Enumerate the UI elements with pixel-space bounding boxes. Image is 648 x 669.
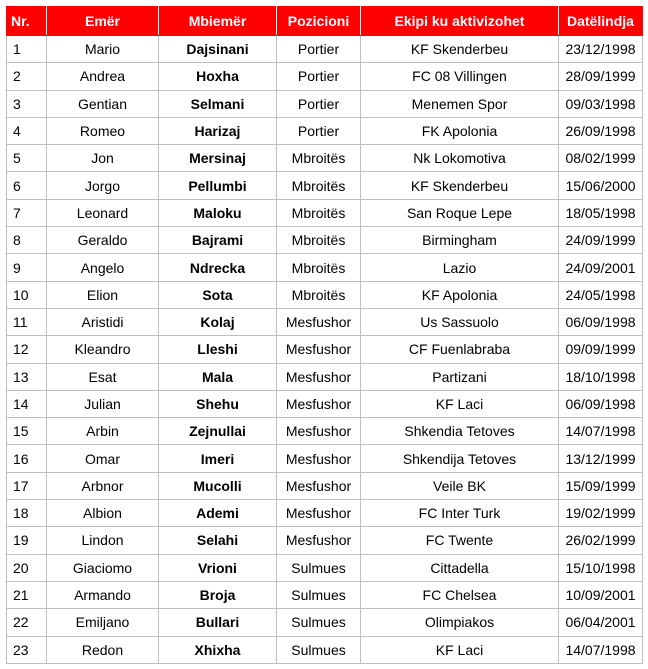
roster-table-wrapper [6, 6, 643, 664]
header-first-name: Emër [47, 7, 159, 36]
cell-nr: 5 [7, 145, 47, 172]
cell-first-name: Andrea [47, 63, 159, 90]
cell-nr: 18 [7, 500, 47, 527]
cell-position: Portier [277, 117, 361, 144]
cell-team: FK Apolonia [361, 117, 559, 144]
table-row [7, 609, 643, 636]
cell-first-name: Mario [47, 36, 159, 63]
cell-first-name: Lindon [47, 527, 159, 554]
cell-team: FC Twente [361, 527, 559, 554]
cell-last-name: Lleshi [159, 336, 277, 363]
cell-birthdate: 15/06/2000 [559, 172, 643, 199]
table-row [7, 145, 643, 172]
cell-nr: 4 [7, 117, 47, 144]
cell-birthdate: 08/02/1999 [559, 145, 643, 172]
cell-first-name: Arbnor [47, 472, 159, 499]
cell-birthdate: 13/12/1999 [559, 445, 643, 472]
cell-position: Mesfushor [277, 500, 361, 527]
cell-birthdate: 14/07/1998 [559, 636, 643, 663]
cell-last-name: Bajrami [159, 227, 277, 254]
table-row [7, 281, 643, 308]
cell-team: Shkendija Tetoves [361, 445, 559, 472]
cell-position: Mesfushor [277, 472, 361, 499]
cell-birthdate: 10/09/2001 [559, 581, 643, 608]
cell-team: Veile BK [361, 472, 559, 499]
cell-last-name: Selahi [159, 527, 277, 554]
cell-birthdate: 18/10/1998 [559, 363, 643, 390]
cell-birthdate: 09/03/1998 [559, 90, 643, 117]
table-row [7, 554, 643, 581]
cell-position: Mesfushor [277, 418, 361, 445]
cell-last-name: Broja [159, 581, 277, 608]
cell-position: Portier [277, 90, 361, 117]
cell-nr: 10 [7, 281, 47, 308]
cell-first-name: Armando [47, 581, 159, 608]
cell-last-name: Selmani [159, 90, 277, 117]
cell-position: Sulmues [277, 581, 361, 608]
cell-last-name: Mucolli [159, 472, 277, 499]
table-row [7, 418, 643, 445]
cell-last-name: Harizaj [159, 117, 277, 144]
cell-last-name: Sota [159, 281, 277, 308]
cell-first-name: Albion [47, 500, 159, 527]
cell-birthdate: 15/10/1998 [559, 554, 643, 581]
cell-position: Mbroitës [277, 254, 361, 281]
cell-last-name: Xhixha [159, 636, 277, 663]
cell-nr: 21 [7, 581, 47, 608]
table-row [7, 527, 643, 554]
cell-last-name: Dajsinani [159, 36, 277, 63]
table-row [7, 254, 643, 281]
header-birthdate: Datëlindja [559, 7, 643, 36]
header-last-name: Mbiemër [159, 7, 277, 36]
cell-birthdate: 06/04/2001 [559, 609, 643, 636]
cell-last-name: Pellumbi [159, 172, 277, 199]
cell-nr: 20 [7, 554, 47, 581]
cell-first-name: Elion [47, 281, 159, 308]
cell-team: Lazio [361, 254, 559, 281]
cell-first-name: Gentian [47, 90, 159, 117]
cell-first-name: Kleandro [47, 336, 159, 363]
cell-team: KF Laci [361, 636, 559, 663]
cell-nr: 15 [7, 418, 47, 445]
cell-team: KF Skenderbeu [361, 36, 559, 63]
table-body [7, 36, 643, 664]
cell-team: Birmingham [361, 227, 559, 254]
cell-nr: 22 [7, 609, 47, 636]
cell-nr: 7 [7, 199, 47, 226]
cell-first-name: Redon [47, 636, 159, 663]
cell-team: KF Skenderbeu [361, 172, 559, 199]
cell-last-name: Maloku [159, 199, 277, 226]
cell-last-name: Ademi [159, 500, 277, 527]
cell-position: Sulmues [277, 636, 361, 663]
table-row [7, 636, 643, 663]
cell-team: CF Fuenlabraba [361, 336, 559, 363]
cell-position: Sulmues [277, 609, 361, 636]
cell-position: Mbroitës [277, 281, 361, 308]
cell-last-name: Imeri [159, 445, 277, 472]
cell-nr: 3 [7, 90, 47, 117]
table-row [7, 445, 643, 472]
cell-position: Mesfushor [277, 363, 361, 390]
cell-first-name: Omar [47, 445, 159, 472]
cell-first-name: Jorgo [47, 172, 159, 199]
cell-nr: 8 [7, 227, 47, 254]
cell-nr: 19 [7, 527, 47, 554]
cell-nr: 9 [7, 254, 47, 281]
cell-position: Mesfushor [277, 308, 361, 335]
cell-birthdate: 24/09/1999 [559, 227, 643, 254]
cell-nr: 6 [7, 172, 47, 199]
cell-last-name: Kolaj [159, 308, 277, 335]
cell-first-name: Emiljano [47, 609, 159, 636]
table-row [7, 336, 643, 363]
cell-last-name: Vrioni [159, 554, 277, 581]
cell-team: FC Chelsea [361, 581, 559, 608]
cell-nr: 14 [7, 390, 47, 417]
cell-team: Shkendia Tetoves [361, 418, 559, 445]
cell-team: FC 08 Villingen [361, 63, 559, 90]
cell-team: KF Apolonia [361, 281, 559, 308]
cell-first-name: Angelo [47, 254, 159, 281]
cell-first-name: Aristidi [47, 308, 159, 335]
cell-position: Portier [277, 63, 361, 90]
cell-first-name: Esat [47, 363, 159, 390]
cell-first-name: Jon [47, 145, 159, 172]
table-row [7, 472, 643, 499]
table-row [7, 172, 643, 199]
cell-position: Portier [277, 36, 361, 63]
cell-team: FC Inter Turk [361, 500, 559, 527]
cell-team: Nk Lokomotiva [361, 145, 559, 172]
cell-nr: 16 [7, 445, 47, 472]
cell-birthdate: 06/09/1998 [559, 308, 643, 335]
cell-position: Mbroitës [277, 199, 361, 226]
cell-nr: 12 [7, 336, 47, 363]
table-row [7, 227, 643, 254]
cell-team: Cittadella [361, 554, 559, 581]
cell-team: KF Laci [361, 390, 559, 417]
cell-last-name: Zejnullai [159, 418, 277, 445]
cell-first-name: Julian [47, 390, 159, 417]
cell-last-name: Hoxha [159, 63, 277, 90]
roster-table [6, 6, 643, 664]
cell-nr: 17 [7, 472, 47, 499]
cell-first-name: Giaciomo [47, 554, 159, 581]
cell-birthdate: 19/02/1999 [559, 500, 643, 527]
cell-nr: 2 [7, 63, 47, 90]
cell-birthdate: 24/09/2001 [559, 254, 643, 281]
cell-birthdate: 28/09/1999 [559, 63, 643, 90]
cell-nr: 11 [7, 308, 47, 335]
cell-team: Olimpiakos [361, 609, 559, 636]
cell-first-name: Leonard [47, 199, 159, 226]
cell-last-name: Bullari [159, 609, 277, 636]
cell-team: San Roque Lepe [361, 199, 559, 226]
header-team: Ekipi ku aktivizohet [361, 7, 559, 36]
cell-birthdate: 09/09/1999 [559, 336, 643, 363]
cell-position: Mesfushor [277, 336, 361, 363]
table-row [7, 117, 643, 144]
cell-nr: 1 [7, 36, 47, 63]
header-position: Pozicioni [277, 7, 361, 36]
table-row [7, 63, 643, 90]
table-row [7, 581, 643, 608]
cell-birthdate: 26/09/1998 [559, 117, 643, 144]
cell-birthdate: 15/09/1999 [559, 472, 643, 499]
cell-team: Menemen Spor [361, 90, 559, 117]
cell-position: Mbroitës [277, 227, 361, 254]
cell-birthdate: 18/05/1998 [559, 199, 643, 226]
table-row [7, 363, 643, 390]
cell-nr: 13 [7, 363, 47, 390]
table-row [7, 500, 643, 527]
cell-birthdate: 06/09/1998 [559, 390, 643, 417]
cell-birthdate: 23/12/1998 [559, 36, 643, 63]
cell-birthdate: 26/02/1999 [559, 527, 643, 554]
cell-last-name: Mersinaj [159, 145, 277, 172]
cell-position: Mbroitës [277, 172, 361, 199]
header-nr: Nr. [7, 7, 47, 36]
cell-first-name: Arbin [47, 418, 159, 445]
cell-position: Mesfushor [277, 445, 361, 472]
cell-team: Us Sassuolo [361, 308, 559, 335]
cell-birthdate: 14/07/1998 [559, 418, 643, 445]
cell-birthdate: 24/05/1998 [559, 281, 643, 308]
cell-last-name: Mala [159, 363, 277, 390]
table-row [7, 308, 643, 335]
cell-position: Sulmues [277, 554, 361, 581]
cell-position: Mesfushor [277, 390, 361, 417]
cell-first-name: Romeo [47, 117, 159, 144]
table-header-row [7, 7, 643, 36]
cell-position: Mbroitës [277, 145, 361, 172]
cell-team: Partizani [361, 363, 559, 390]
cell-nr: 23 [7, 636, 47, 663]
table-row [7, 390, 643, 417]
cell-position: Mesfushor [277, 527, 361, 554]
table-row [7, 199, 643, 226]
table-row [7, 36, 643, 63]
cell-last-name: Shehu [159, 390, 277, 417]
cell-first-name: Geraldo [47, 227, 159, 254]
cell-last-name: Ndrecka [159, 254, 277, 281]
table-row [7, 90, 643, 117]
